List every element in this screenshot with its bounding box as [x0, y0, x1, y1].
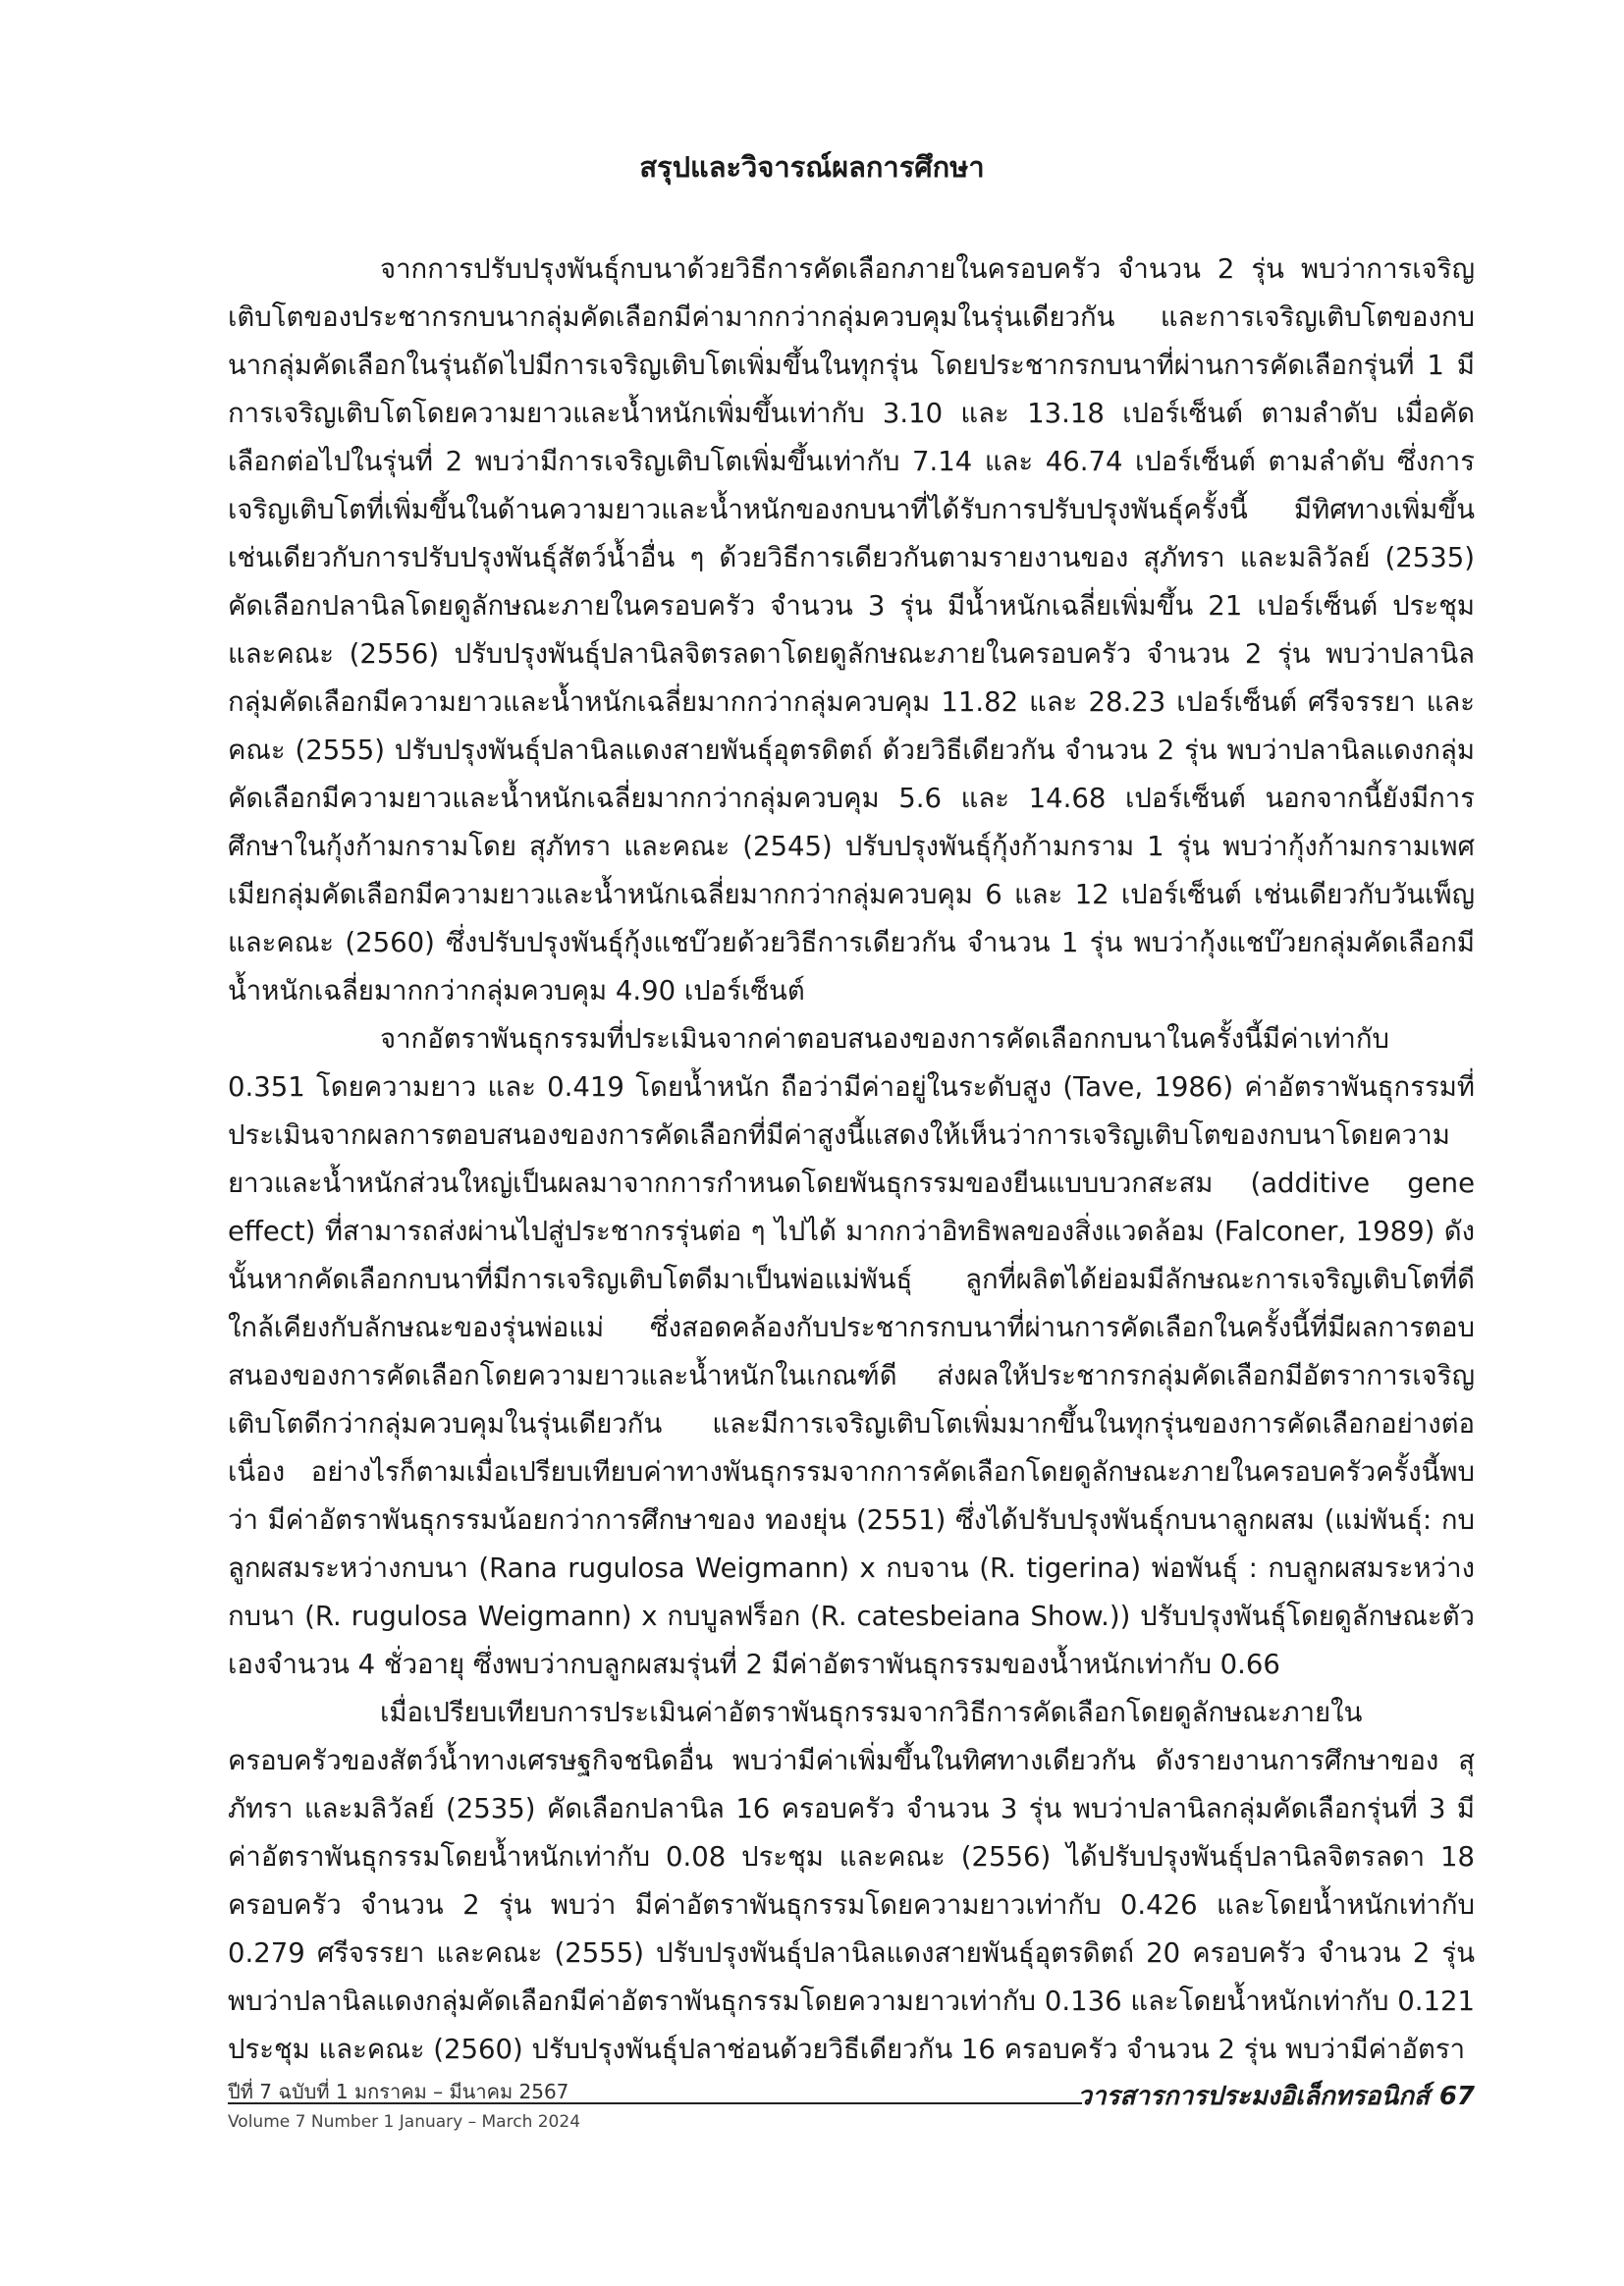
page-footer [228, 2080, 1475, 2149]
body-text [228, 245, 1475, 2074]
footer-issue-english: Volume 7 Number 1 January – March 2024 [228, 2112, 581, 2132]
footer-journal [1077, 2082, 1475, 2111]
footer-issue-thai: ปีที่ 7 ฉบับที่ 1 มกราคม – มีนาคม 2567 [228, 2080, 569, 2103]
paragraph-2: จากอัตราพันธุกรรมที่ประเมินจากค่าตอบสนองของการคัดเลือกกบนาในครั้งนี้มีค่าเท่ากับ 0.351 โดยความยาว และ 0.419 โดยน้ำหนัก ถือว่ามีค่าอยู่ในระดับสูง (Tave, 1986) ค่าอัตราพันธุกรรมที่ประเมินจากผลการตอบสนองของการคัดเลือกที่มีค่าสูงนี้แสดงให้เห็นว่าการเจริญเติบโตของกบนาโดยความยาวและน้ำหนักส่วนใหญ่เป็นผลมาจากการกำหนดโดยพันธุกรรมของยีนแบบบวกสะสม (additive gene effect) ที่สามารถส่งผ่านไปสู่ประชากรรุ่นต่อ ๆ ไปได้ มากกว่าอิทธิพลของสิ่งแวดล้อม (Falconer, 1989) ดังนั้นหากคัดเลือกกบนาที่มีการเจริญเติบโตดีมาเป็นพ่อแม่พันธุ์ ลูกที่ผลิตได้ย่อมมีลักษณะการเจริญเติบโตที่ดีใกล้เคียงกับลักษณะของรุ่นพ่อแม่ ซึ่งสอดคล้องกับประชากรกบนาที่ผ่านการคัดเลือกในครั้งนี้ที่มีผลการตอบสนองของการคัดเลือกโดยความยาวและน้ำหนักในเกณฑ์ดี ส่งผลให้ประชากรกลุ่มคัดเลือกมีอัตราการเจริญเติบโตดีกว่ากลุ่มควบคุมในรุ่นเดียวกัน และมีการเจริญเติบโตเพิ่มมากขึ้นในทุกรุ่นของการคัดเลือกอย่างต่อเนื่อง อย่างไรก็ตามเมื่อเปรียบเทียบค่าทางพันธุกรรมจากการคัดเลือกโดยดูลักษณะภายในครอบครัวครั้งนี้พบว่า มีค่าอัตราพันธุกรรมน้อยกว่าการศึกษาของ ทองยุ่น (2551) ซึ่งได้ปรับปรุงพันธุ์กบนาลูกผสม (แม่พันธุ์: กบลูกผสมระหว่างกบนา (Rana rugulosa Weigmann) x กบจาน (R. tigerina) พ่อพันธุ์ : กบลูกผสมระหว่างกบนา (R. rugulosa Weigmann) x กบบูลฟร็อก (R. catesbeiana Show.)) ปรับปรุงพันธุ์โดยดูลักษณะตัวเองจำนวน 4 ชั่วอายุ ซึ่งพบว่ากบลูกผสมรุ่นที่ 2 มีค่าอัตราพันธุกรรมของน้ำหนักเท่ากับ 0.66 [228, 1023, 1475, 1680]
journal-name: วารสารการประมงอิเล็กทรอนิกส์ [1077, 2082, 1430, 2111]
paragraph-3: เมื่อเปรียบเทียบการประเมินค่าอัตราพันธุกรรมจากวิธีการคัดเลือกโดยดูลักษณะภายในครอบครัวของสัตว์น้ำทางเศรษฐกิจชนิดอื่น พบว่ามีค่าเพิ่มขึ้นในทิศทางเดียวกัน ดังรายงานการศึกษาของ สุภัทรา และมลิวัลย์ (2535) คัดเลือกปลานิล 16 ครอบครัว จำนวน 3 รุ่น พบว่าปลานิลกลุ่มคัดเลือกรุ่นที่ 3 มีค่าอัตราพันธุกรรมโดยน้ำหนักเท่ากับ 0.08 ประชุม และคณะ (2556) ได้ปรับปรุงพันธุ์ปลานิลจิตรลดา 18 ครอบครัว จำนวน 2 รุ่น พบว่า มีค่าอัตราพันธุกรรมโดยความยาวเท่ากับ 0.426 และโดยน้ำหนักเท่ากับ 0.279 ศรีจรรยา และคณะ (2555) ปรับปรุงพันธุ์ปลานิลแดงสายพันธุ์อุตรดิตถ์ 20 ครอบครัว จำนวน 2 รุ่น พบว่าปลานิลแดงกลุ่มคัดเลือกมีค่าอัตราพันธุกรรมโดยความยาวเท่ากับ 0.136 และโดยน้ำหนักเท่ากับ 0.121 ประชุม และคณะ (2560) ปรับปรุงพันธุ์ปลาช่อนด้วยวิธีเดียวกัน 16 ครอบครัว จำนวน 2 รุ่น พบว่ามีค่าอัตรา [228, 1697, 1475, 2065]
paragraph-1: จากการปรับปรุงพันธุ์กบนาด้วยวิธีการคัดเลือกภายในครอบครัว จำนวน 2 รุ่น พบว่าการเจริญเติบโตของประชากรกบนากลุ่มคัดเลือกมีค่ามากกว่ากลุ่มควบคุมในรุ่นเดียวกัน และการเจริญเติบโตของกบนากลุ่มคัดเลือกในรุ่นถัดไปมีการเจริญเติบโตเพิ่มขึ้นในทุกรุ่น โดยประชากรกบนาที่ผ่านการคัดเลือกรุ่นที่ 1 มีการเจริญเติบโตโดยความยาวและน้ำหนักเพิ่มขึ้นเท่ากับ 3.10 และ 13.18 เปอร์เซ็นต์ ตามลำดับ เมื่อคัดเลือกต่อไปในรุ่นที่ 2 พบว่ามีการเจริญเติบโตเพิ่มขึ้นเท่ากับ 7.14 และ 46.74 เปอร์เซ็นต์ ตามลำดับ ซึ่งการเจริญเติบโตที่เพิ่มขึ้นในด้านความยาวและน้ำหนักของกบนาที่ได้รับการปรับปรุงพันธุ์ครั้งนี้ มีทิศทางเพิ่มขึ้นเช่นเดียวกับการปรับปรุงพันธุ์สัตว์น้ำอื่น ๆ ด้วยวิธีการเดียวกันตามรายงานของ สุภัทรา และมลิวัลย์ (2535) คัดเลือกปลานิลโดยดูลักษณะภายในครอบครัว จำนวน 3 รุ่น มีน้ำหนักเฉลี่ยเพิ่มขึ้น 21 เปอร์เซ็นต์ ประชุม และคณะ (2556) ปรับปรุงพันธุ์ปลานิลจิตรลดาโดยดูลักษณะภายในครอบครัว จำนวน 2 รุ่น พบว่าปลานิลกลุ่มคัดเลือกมีความยาวและน้ำหนักเฉลี่ยมากกว่ากลุ่มควบคุม 11.82 และ 28.23 เปอร์เซ็นต์ ศรีจรรยา และคณะ (2555) ปรับปรุงพันธุ์ปลานิลแดงสายพันธุ์อุตรดิตถ์ ด้วยวิธีเดียวกัน จำนวน 2 รุ่น พบว่าปลานิลแดงกลุ่มคัดเลือกมีความยาวและน้ำหนักเฉลี่ยมากกว่ากลุ่มควบคุม 5.6 และ 14.68 เปอร์เซ็นต์ นอกจากนี้ยังมีการศึกษาในกุ้งก้ามกรามโดย สุภัทรา และคณะ (2545) ปรับปรุงพันธุ์กุ้งก้ามกราม 1 รุ่น พบว่ากุ้งก้ามกรามเพศเมียกลุ่มคัดเลือกมีความยาวและน้ำหนักเฉลี่ยมากกว่ากลุ่มควบคุม 6 และ 12 เปอร์เซ็นต์ เช่นเดียวกับวันเพ็ญ และคณะ (2560) ซึ่งปรับปรุงพันธุ์กุ้งแชบ๊วยด้วยวิธีการเดียวกัน จำนวน 1 รุ่น พบว่ากุ้งแชบ๊วยกลุ่มคัดเลือกมีน้ำหนักเฉลี่ยมากกว่ากลุ่มควบคุม 4.90 เปอร์เซ็นต์ [228, 253, 1475, 1007]
section-title: สรุปและวิจารณ์ผลการศึกษา [639, 150, 985, 184]
page-number: 67 [1438, 2082, 1475, 2111]
